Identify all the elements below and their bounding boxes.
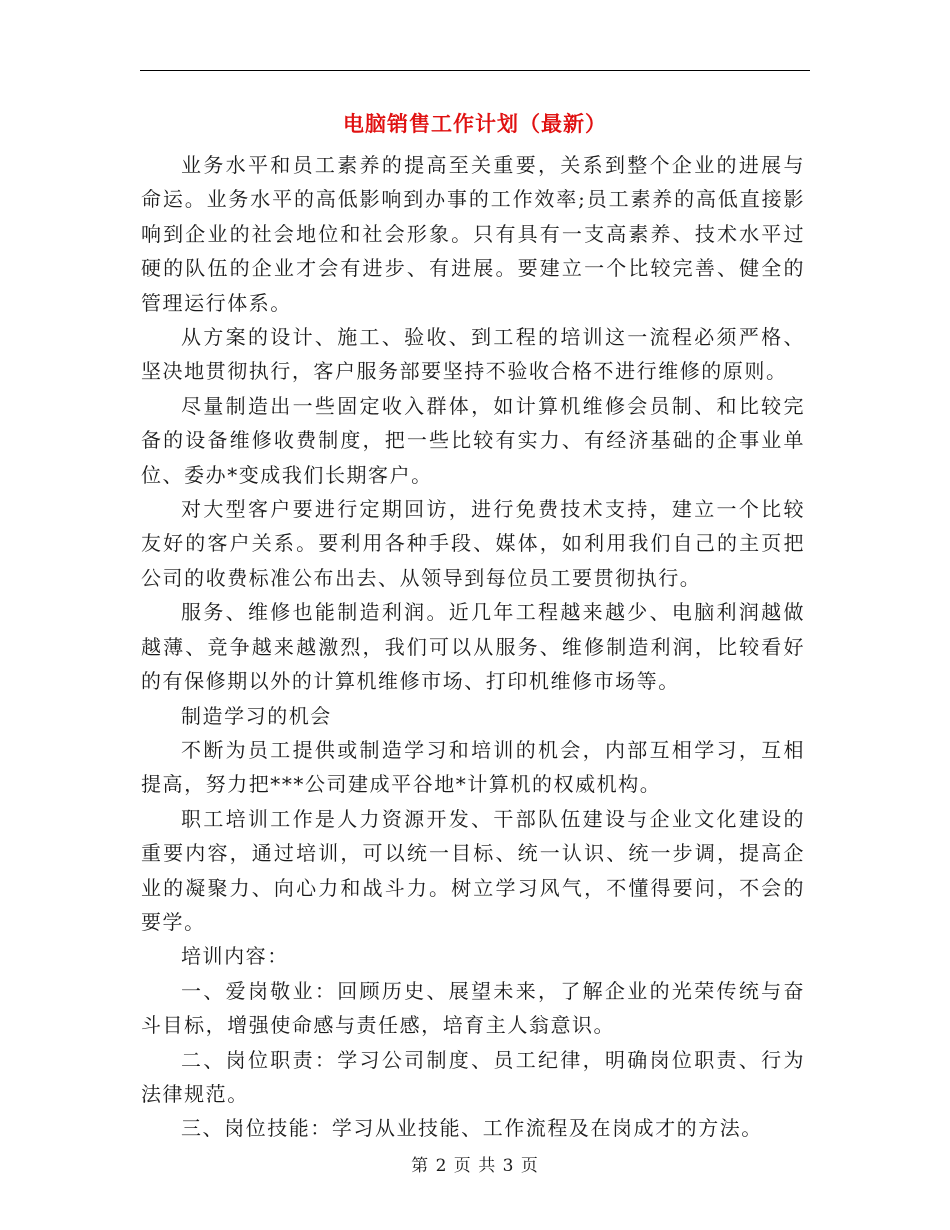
section-heading: 制造学习的机会 (181, 703, 332, 728)
document-body (141, 148, 805, 1146)
paragraph: 服务、维修也能制造利润。近几年工程越来越少、电脑利润越做越薄、竞争越来越激烈，我们可以从服务、维修制造利润，比较看好的有保修期以外的计算机维修市场、打印机维修市场等。 (141, 600, 805, 694)
paragraph: 对大型客户要进行定期回访，进行免费技术支持，建立一个比较友好的客户关系。要利用各种手段、媒体，如利用我们自己的主页把公司的收费标准公布出去、从领导到每位员工要贯彻执行。 (141, 497, 805, 590)
paragraph: 业务水平和员工素养的提高至关重要，关系到整个企业的进展与命运。业务水平的高低影响到办事的工作效率;员工素养的高低直接影响到企业的社会地位和社会形象。只有具有一支高素养、技术水平过硬的队伍的企业才会有进步、有进展。要建立一个比较完善、健全的管理运行体系。 (141, 153, 805, 315)
paragraph: 从方案的设计、施工、验收、到工程的培训这一流程必须严格、坚决地贯彻执行，客户服务部要坚持不验收合格不进行维修的原则。 (141, 325, 805, 384)
header-rule (140, 70, 810, 71)
section-heading: 培训内容： (181, 944, 289, 969)
list-item: 二、岗位职责：学习公司制度、员工纪律，明确岗位职责、行为法律规范。 (141, 1047, 805, 1106)
paragraph: 职工培训工作是人力资源开发、干部队伍建设与企业文化建设的重要内容，通过培训，可以统一目标、统一认识、统一步调，提高企业的凝聚力、向心力和战斗力。树立学习风气，不懂得要问，不会的要学。 (141, 806, 805, 934)
footer-total-pages: 3 (502, 1156, 515, 1176)
page-footer (0, 1154, 950, 1178)
list-item: 一、爱岗敬业：回顾历史、展望未来，了解企业的光荣传统与奋斗目标，增强使命感与责任感，培育主人翁意识。 (141, 978, 805, 1038)
document-title: 电脑销售工作计划（最新） (343, 112, 607, 136)
paragraph: 尽量制造出一些固定收入群体，如计算机维修会员制、和比较完备的设备维修收费制度，把一些比较有实力、有经济基础的企事业单位、委办*变成我们长期客户。 (141, 393, 805, 487)
footer-prefix: 第 (411, 1156, 430, 1176)
footer-middle: 页 共 (453, 1156, 497, 1176)
paragraph: 不断为员工提供或制造学习和培训的机会，内部互相学习，互相提高，努力把***公司建成平谷地*计算机的权威机构。 (141, 737, 805, 797)
list-item: 三、岗位技能：学习从业技能、工作流程及在岗成才的方法。 (181, 1116, 763, 1141)
footer-current-page: 2 (435, 1156, 448, 1176)
footer-suffix: 页 (520, 1156, 539, 1176)
